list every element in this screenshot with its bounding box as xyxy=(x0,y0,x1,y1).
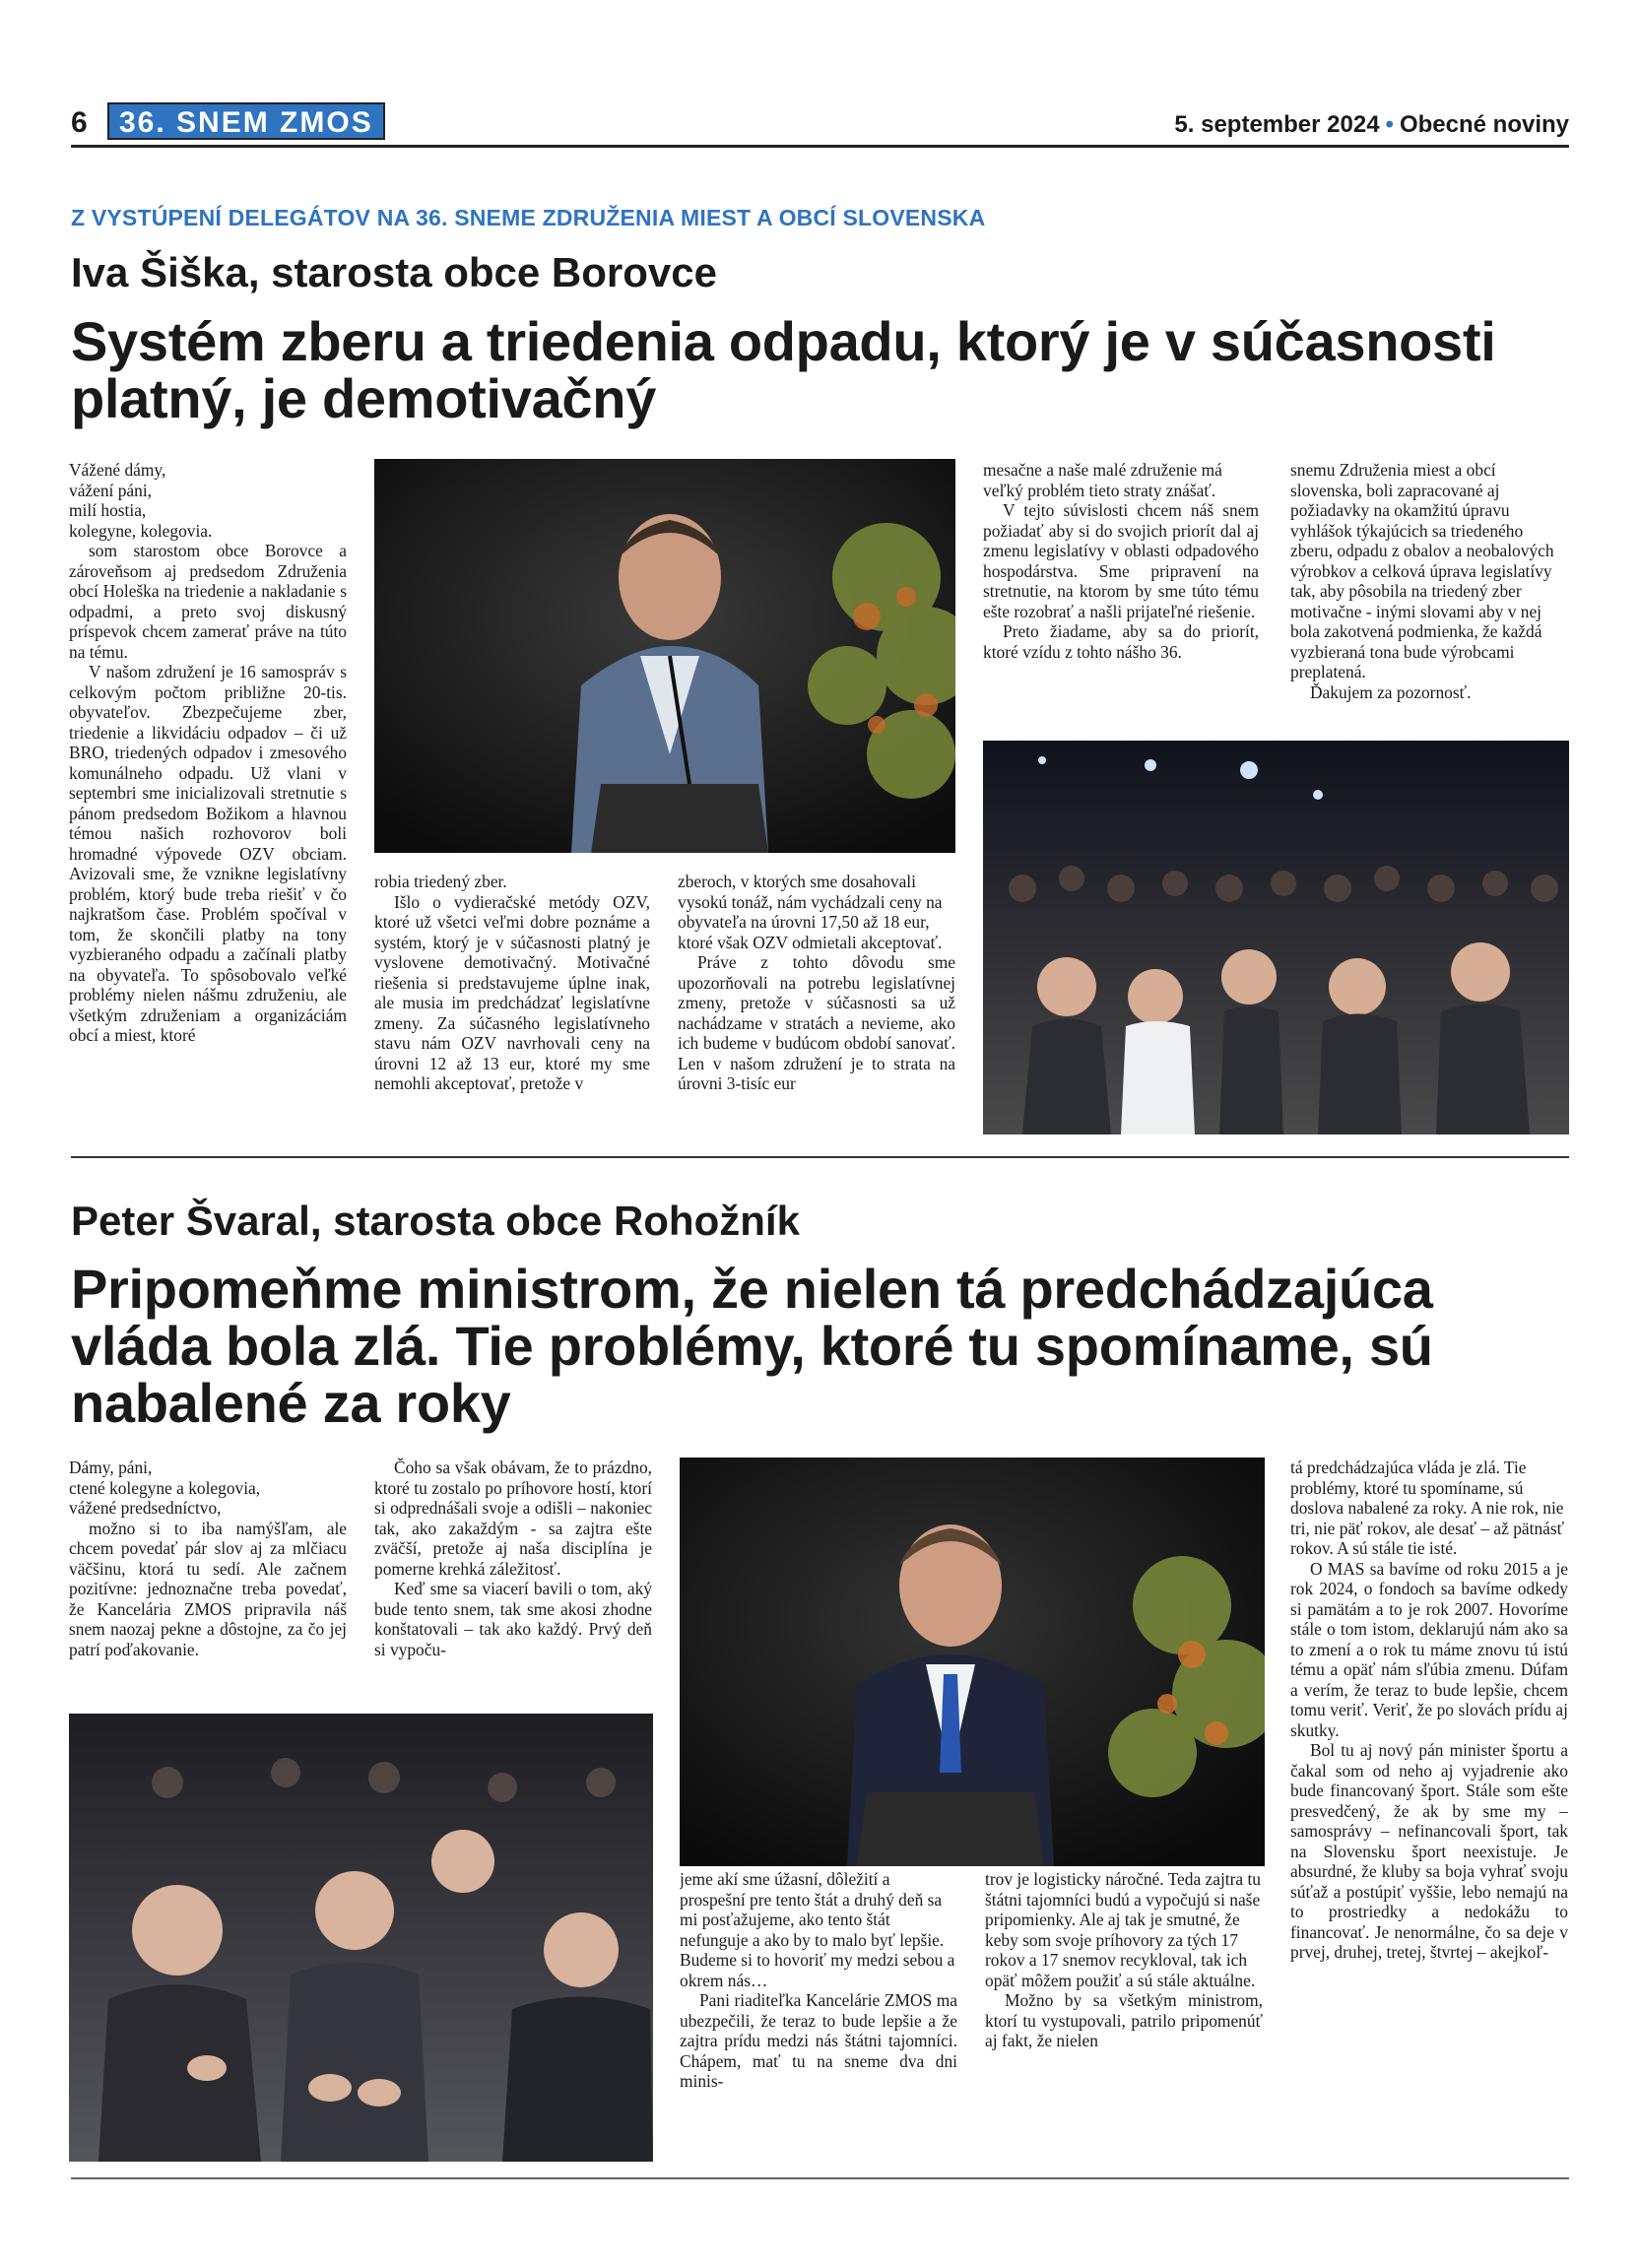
header-rule xyxy=(71,145,1569,148)
article2-column-2 xyxy=(374,1458,652,1714)
paragraph: tá predchádzajúca vláda je zlá. Tie problémy, ktoré tu spomíname, sú doslova nabalené za roky. A nie rok, nie tri, nie päť rokov, ale desať – až pätnásť rokov. A sú stále tie isté. xyxy=(1290,1458,1565,1558)
paragraph: jeme akí sme úžasní, dôležití a prospešní pre tento štát a druhý deň sa mi posťažujeme, ako tento štát nefunguje a ako by to malo byť lepšie. Budeme si to hovoriť my medzi sebou a okrem nás… xyxy=(680,1869,955,1990)
paragraph: mesačne a naše malé združenie má veľký problém tieto straty znášať. xyxy=(983,460,1222,500)
article2-column-4 xyxy=(985,1869,1263,2174)
article1-column-1 xyxy=(69,460,347,1157)
paragraph: Možno by sa všetkým ministrom, ktorí tu vystupovali, patrilo pripomenúť aj fakt, že nielen xyxy=(985,1990,1263,2050)
paragraph: O MAS sa bavíme od roku 2015 a je rok 2024, o fondoch sa bavíme odkedy si pamätám a to je rok 2007. Hovoríme stále o tom istom, deklarujú nám ako sa to zmení a o rok tu máme znovu tú istú tému a opäť nám sľúbia zmenu. Dúfam a verím, že teraz to bude lepšie, chcem tomu veriť. Veriť, že po slovách prídu aj skutky. xyxy=(1290,1558,1568,1740)
photo-illustration xyxy=(374,459,955,853)
paragraph: zberoch, v ktorých sme dosahovali vysokú tonáž, nám vychádzali ceny na obyvateľa na úrovni 17,50 až 18 eur, ktoré však OZV odmietali akceptovať. xyxy=(678,872,943,952)
paragraph: Preto žiadame, aby sa do priorít, ktoré vzídu z tohto nášho 36. xyxy=(983,621,1259,662)
article-divider xyxy=(71,1156,1569,1158)
paragraph: Pani riaditeľka Kancelárie ZMOS ma ubezpečili, že teraz to bude lepšie a že zajtra prídu medzi nás štátni tajomníci. Chápem, mať tu na sneme dva dni minis- xyxy=(680,1990,957,2091)
article1-column-4 xyxy=(983,460,1259,726)
masthead-info xyxy=(1174,111,1569,139)
article2-column-1 xyxy=(69,1458,347,1714)
paragraph: ctené kolegyne a kolegovia, xyxy=(69,1477,261,1498)
article1-column-5 xyxy=(1290,460,1568,726)
paragraph: robia triedený zber. xyxy=(374,872,507,891)
article-kicker: Z VYSTÚPENÍ DELEGÁTOV NA 36. SNEME ZDRUŽENIA MIEST A OBCÍ SLOVENSKA xyxy=(71,205,986,230)
speaker-photo-peter-svaral xyxy=(680,1458,1265,1866)
paragraph: vážení páni, xyxy=(69,480,153,500)
paragraph: kolegyne, kolegovia. xyxy=(69,520,213,541)
paragraph: V tejto súvislosti chcem náš snem požiadať aby si do svojich priorít dal aj zmenu legislatívy v oblasti odpadového hospodárstva. Sme pripravení na stretnutie, na ktorom by sme túto tému ešte rozobrať a našli prijateľné riešenie. xyxy=(983,500,1259,621)
paragraph: Dámy, páni, xyxy=(69,1458,153,1477)
article2-headline: Pripomeňme ministrom, že nielen tá predchádzajúca vláda bola zlá. Tie problémy, ktoré tu spomíname, sú nabalené za roky xyxy=(71,1258,1433,1434)
paragraph: Bol tu aj nový pán minister športu a čakal som od neho aj vyjadrenie ako bude financovaný šport. Stále som ešte presvedčený, že ak by sme my – samosprávy – nefinancovali šport, tak na Slovensku šport neexistuje. Je absurdné, že kluby sa boja vyhrať svoju súťaž a postúpiť vyššie, lebo nemajú na to prostriedky a nedokážu to financovať. Je nenormálne, čo sa deje v prvej, druhej, tretej, štvrtej – akejkoľ- xyxy=(1290,1740,1568,1962)
paragraph: Vážené dámy, xyxy=(69,460,166,480)
paragraph: možno si to iba namýšľam, ale chcem povedať pár slov aj za mlčiacu väčšinu, ktorá tu sedí. Ale začnem pozitívne: jednoznačne treba povedať, že Kancelária ZMOS pripravila náš snem naozaj pekne a dôstojne, za čo jej patrí poďakovanie. xyxy=(69,1518,347,1659)
paragraph: snemu Združenia miest a obcí slovenska, boli zapracované aj požiadavky na okamžitú úpravu vyhlášok týkajúcich sa triedeného zberu, odpadu z obalov a neobalových výrobkov a celková úprava legislatívy tak, aby pôsobila na triedený zber motivačne - inými slovami aby v nej bola zakotvená podmienka, že každá vyzbieraná tona bude výrobcami preplatená. xyxy=(1290,460,1554,681)
audience-photo-2 xyxy=(69,1714,653,2162)
separator-dot: • xyxy=(1385,111,1394,138)
speaker-photo-iva-siska xyxy=(374,459,955,853)
audience-photo-1 xyxy=(983,741,1569,1134)
article1-speaker: Iva Šiška, starosta obce Borovce xyxy=(71,249,717,295)
paragraph: Práve z tohto dôvodu sme upozorňovali na potrebu legislatívnej zmeny, pretože v súčasnosti sa už nachádzame v stratách a nevieme, ako ich budeme v budúcom období sanovať. Len v našom združení je to strata na úrovni 3-tisíc eur xyxy=(678,952,955,1093)
section-tag: 36. SNEM ZMOS xyxy=(107,102,385,140)
paragraph: Keď sme sa viacerí bavili o tom, aký bude tento snem, tak sme akosi zhodne konštatovali – tak ako každý. Prvý deň si vypoču- xyxy=(374,1579,652,1659)
publication-name: Obecné noviny xyxy=(1399,111,1569,138)
article2-speaker: Peter Švaral, starosta obce Rohožník xyxy=(71,1198,800,1244)
article2-column-5 xyxy=(1290,1458,1568,2174)
article1-headline: Systém zberu a triedenia odpadu, ktorý je v súčasnosti platný, je demotivačný xyxy=(71,310,1496,429)
paragraph: trov je logisticky náročné. Teda zajtra tu štátni tajomníci budú a vypočujú si naše pripomienky. Ale aj tak je smutné, že keby som svoje príhovory za tých 17 rokov a 17 snemov recykloval, tak ich opäť môžem použiť a sú stále aktuálne. xyxy=(985,1869,1261,1990)
article1-column-2 xyxy=(374,872,650,1157)
paragraph: Išlo o vydieračské metódy OZV, ktoré už všetci veľmi dobre poznáme a systém, ktorý je v súčasnosti platný je vyslovene demotivačný. Motivačné riešenia si predstavujeme úplne inak, ale musia im predchádzať legislatívne zmeny. Za súčasného legislatívneho stavu nám OZV navrhovali ceny na úrovni 12 až 13 eur, ktoré my sme nemohli akceptovať, pretože v xyxy=(374,891,650,1093)
paragraph: V našom združení je 16 samospráv s celkovým počtom približne 20-tis. obyvateľov. Zbezpečujeme zber, triedenie a likvidáciu odpadov – či už BRO, triedených odpadov i zmesového komunálneho odpadu. Už vlani v septembri sme inicializovali stretnutie s pánom predsedom Božikom a hlavnou témou našich rozhovorov boli hromadné výpovede OZV obciam. Avizovali sme, že vznikne legislatívny problém, ktorý bude treba riešiť v čo najkratšom čase. Problém spočíval v tom, že skončili platby na tony vyzbieraného odpadu a začínali platby na obyvateľa. To spôsobovalo veľké problémy nielen nášmu združeniu, ale všetkým združeniam a organizáciám obcí a miest, ktoré xyxy=(69,662,347,1045)
paragraph: som starostom obce Borovce a zároveňsom aj predsedom Združenia obcí Holeška na triedenie a nakladanie s odpadmi, a preto svoj diskusný príspevok chcem zamerať práve na túto na tému. xyxy=(69,541,347,662)
article1-column-3 xyxy=(678,872,955,1157)
paragraph: Ďakujem za pozornosť. xyxy=(1310,681,1472,702)
paragraph: milí hostia, xyxy=(69,500,147,520)
paragraph: Čoho sa však obávam, že to prázdno, ktoré tu zostalo po príhovore hostí, ktorí si odprednášali svoje a odišli – nakoniec tak, ako zakaždým - sa zajtra ešte zväčší, pretože aj naša disciplína je pomerne krehká záležitosť. xyxy=(374,1458,652,1579)
photo-illustration xyxy=(983,741,1569,1134)
photo-illustration xyxy=(680,1458,1265,1866)
issue-date: 5. september 2024 xyxy=(1174,111,1380,138)
page-number: 6 xyxy=(71,106,88,139)
footer-rule xyxy=(71,2177,1569,2179)
paragraph: vážené predsedníctvo, xyxy=(69,1498,222,1518)
article2-column-3 xyxy=(680,1869,957,2174)
photo-illustration xyxy=(69,1714,653,2162)
